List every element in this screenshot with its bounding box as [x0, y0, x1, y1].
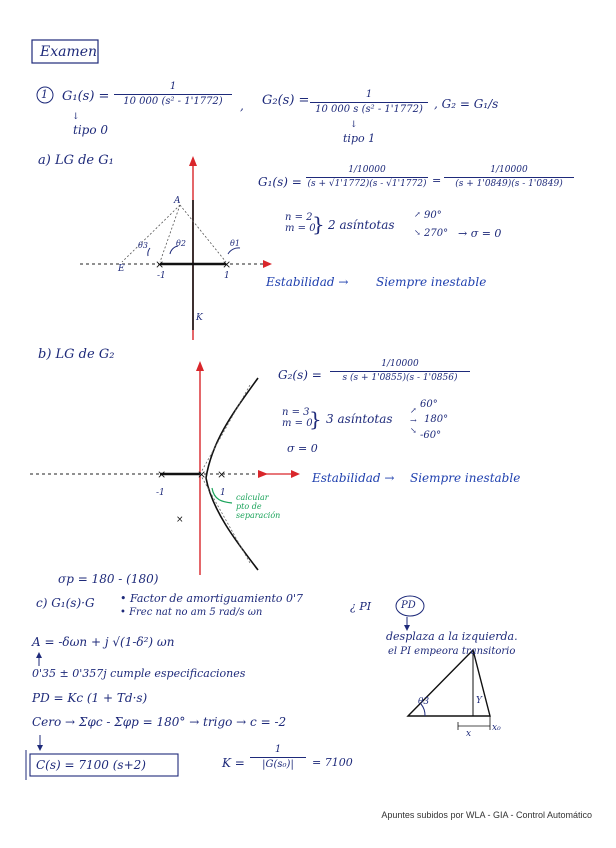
gain-k-fraction: [250, 745, 306, 770]
section-a-stability-label: Estabilidad →: [266, 275, 349, 289]
section-a-g1-lhs: G₁(s) =: [258, 175, 302, 189]
gain-k-lhs: K =: [222, 756, 245, 770]
section-b-angle-60: 60°: [420, 399, 438, 410]
section-b-sigma: σ = 0: [287, 442, 318, 455]
plot-a-tick-minus1: -1: [157, 271, 166, 281]
section-c-heading: c) G₁(s)·G: [36, 596, 95, 610]
section-a-asintotas: 2 asíntotas: [328, 218, 395, 232]
zero-calculation: Cero → Σφc - Σφp = 180° → trigo → c = -2: [32, 715, 287, 729]
svg-text:×: ×: [157, 468, 167, 481]
g1-denominator: 10 000 (s² - 1'1772): [114, 94, 232, 107]
plot-b-tick-minus1: -1: [156, 488, 165, 498]
g2-numerator: 1: [365, 89, 373, 100]
spec-check: 0'35 ± 0'357j cumple especificaciones: [32, 667, 246, 680]
angle-triangle: [408, 650, 490, 730]
svg-text:×: ×: [176, 515, 184, 525]
triangle-theta3: θ3: [418, 697, 430, 707]
section-a-angle-270: 270°: [424, 228, 449, 239]
plot-a-tick-1: 1: [224, 271, 230, 281]
section-a-stability-value: Siempre inestable: [376, 275, 487, 289]
triangle-x0: x₀: [492, 723, 501, 733]
section-b-g2-lhs: G₂(s) =: [278, 368, 322, 382]
section-a-sigma: → σ = 0: [458, 227, 502, 240]
tipo-1-label: tipo 1: [343, 132, 376, 145]
gain-k-numerator: 1: [274, 744, 282, 755]
g2-denominator: 10 000 s (s² - 1'1772): [310, 102, 428, 115]
root-locus-g1: [80, 156, 272, 340]
g2-definition-label: G₂(s) =: [262, 93, 310, 108]
section-a-fraction-2-den: (s + 1'0849)(s - 1'0849): [444, 177, 574, 189]
pole-a-equation: A = -δωn + j √(1-δ²) ωn: [32, 635, 175, 649]
triangle-x: x: [466, 729, 472, 739]
section-a-fraction-2-num: 1/10000: [490, 165, 528, 175]
page-title: Examen: [40, 44, 98, 60]
plot-a-label-theta1: θ1: [230, 239, 240, 248]
svg-text:×: ×: [197, 468, 207, 481]
g1-numerator: 1: [169, 81, 177, 92]
svg-text:×: ×: [155, 258, 165, 271]
section-b-stability-value: Siempre inestable: [410, 471, 521, 485]
section-b-fraction-den: s (s + 1'0855)(s - 1'0856): [330, 371, 470, 383]
section-b-asintotas: 3 asíntotas: [326, 412, 393, 426]
controller-result: C(s) = 7100 (s+2): [36, 758, 146, 772]
section-b-nm: n = 3 m = 0: [282, 407, 313, 429]
section-b-fraction-num: 1/10000: [381, 359, 419, 369]
section-a-fraction-2: [444, 166, 574, 189]
damping-factor-spec: • Factor de amortiguamiento 0'7: [120, 592, 304, 605]
pd-choice: PD: [401, 600, 416, 611]
section-a-fraction-1-num: 1/10000: [348, 165, 386, 175]
section-b-angle-minus60: -60°: [420, 430, 442, 441]
svg-text:×: ×: [222, 258, 232, 271]
pi-worsens-note: el PI empeora transitorio: [388, 646, 516, 657]
root-locus-g2: [30, 361, 300, 575]
tipo-0-label: tipo 0: [73, 123, 109, 137]
separation-point-note: calcular pto de separación: [236, 493, 281, 520]
shift-left-note: desplaza a la izquierda.: [386, 630, 518, 643]
pd-equation: PD = Kc (1 + Td·s): [32, 691, 148, 705]
svg-text:×: ×: [217, 468, 227, 481]
natural-frequency-spec: • Frec nat no am 5 rad/s ωn: [120, 607, 263, 618]
plot-a-label-theta3: θ3: [138, 241, 148, 250]
plot-a-label-k: K: [196, 313, 203, 323]
g2-relation: , G₂ = G₁/s: [434, 97, 499, 111]
section-b-angle-180: 180°: [424, 414, 449, 425]
section-b-fraction: [330, 360, 470, 383]
g2-fraction: [310, 90, 428, 115]
section-a-angle-90: 90°: [424, 210, 442, 221]
section-a-heading: a) LG de G₁: [38, 153, 114, 168]
gain-k-denominator: |G(s₀)|: [250, 757, 306, 770]
section-b-stability-label: Estabilidad →: [312, 471, 395, 485]
g1-fraction: [114, 82, 232, 107]
gain-k-value: = 7100: [312, 756, 353, 769]
plot-b-tick-1: 1: [220, 488, 226, 498]
section-a-nm: n = 2 m = 0: [285, 212, 316, 234]
triangle-y: Y: [476, 696, 482, 706]
plot-a-label-a: A: [174, 196, 181, 206]
section-a-fraction-1-den: (s + √1'1772)(s - √1'1772): [307, 179, 427, 189]
plot-a-label-e: E: [118, 264, 125, 274]
g1-definition-label: G₁(s) =: [62, 89, 110, 104]
footer-credit: Apuntes subidos por WLA - GIA - Control Automático: [381, 810, 592, 820]
question-number: 1: [41, 88, 48, 101]
section-a-fraction-1: [306, 166, 428, 189]
section-b-heading: b) LG de G₂: [38, 347, 115, 362]
sigma-p-expression: σp = 180 - (180): [58, 572, 159, 586]
plot-a-label-theta2: θ2: [176, 239, 186, 248]
pi-question: ¿ PI: [350, 600, 372, 613]
